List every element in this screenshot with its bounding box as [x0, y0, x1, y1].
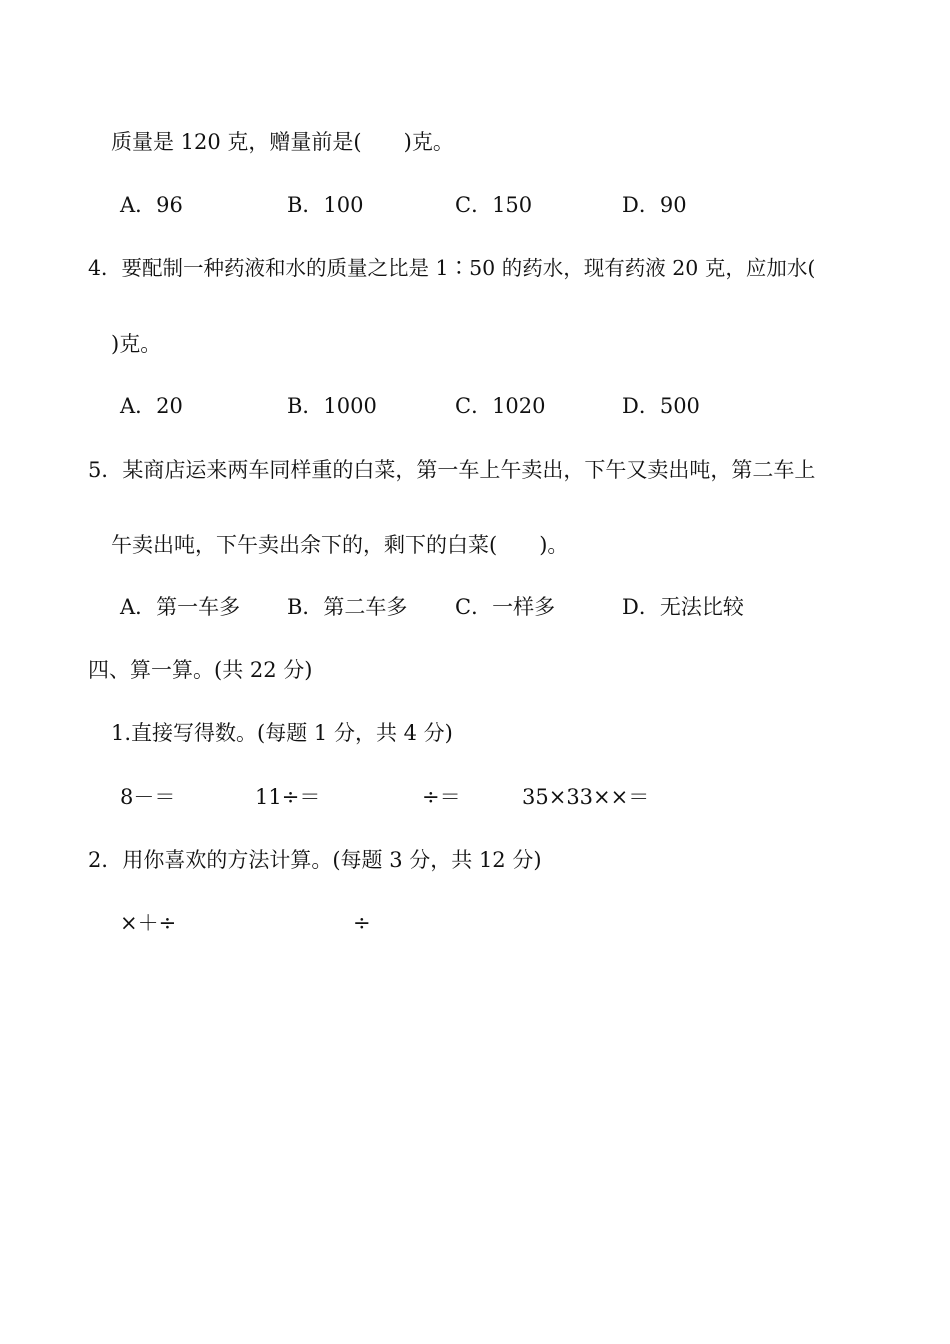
sub1-item-4: 35×33××＝ [522, 785, 650, 809]
sub2-item-2: ÷ [353, 911, 371, 935]
q5-option-b: B．第二车多 [287, 595, 408, 619]
q4-option-a: A．20 [120, 394, 183, 418]
q3-option-d: D．90 [622, 193, 687, 217]
q5-option-d: D．无法比较 [622, 595, 744, 619]
section4-heading: 四、算一算。(共 22 分) [88, 658, 313, 682]
sub1-item-3: ÷＝ [422, 785, 461, 809]
sub2-title: 2．用你喜欢的方法计算。(每题 3 分，共 12 分) [88, 848, 542, 872]
q4-option-d: D．500 [622, 394, 700, 418]
sub1-item-1: 8－＝ [120, 785, 176, 809]
q4-text-line1: 4．要配制一种药液和水的质量之比是 1∶50 的药水，现有药液 20 克，应加水( [88, 256, 816, 280]
q4-text-line2: )克。 [111, 332, 162, 356]
q3-option-a: A．96 [120, 193, 183, 217]
q3-continuation: 质量是 120 克，赠量前是( )克。 [111, 130, 454, 154]
q4-option-b: B．1000 [287, 394, 377, 418]
q5-text-line1: 5．某商店运来两车同样重的白菜，第一车上午卖出，下午又卖出吨，第二车上 [88, 458, 816, 482]
sub1-item-2: 11÷＝ [255, 785, 321, 809]
q3-option-b: B．100 [287, 193, 364, 217]
q4-option-c: C．1020 [455, 394, 546, 418]
sub1-title: 1.直接写得数。(每题 1 分，共 4 分) [111, 721, 453, 745]
q3-option-c: C．150 [455, 193, 533, 217]
sub2-item-1: ×＋÷ [120, 911, 177, 935]
q5-option-c: C．一样多 [455, 595, 556, 619]
q5-option-a: A．第一车多 [120, 595, 241, 619]
q5-text-line2: 午卖出吨，下午卖出余下的，剩下的白菜( )。 [111, 533, 569, 557]
